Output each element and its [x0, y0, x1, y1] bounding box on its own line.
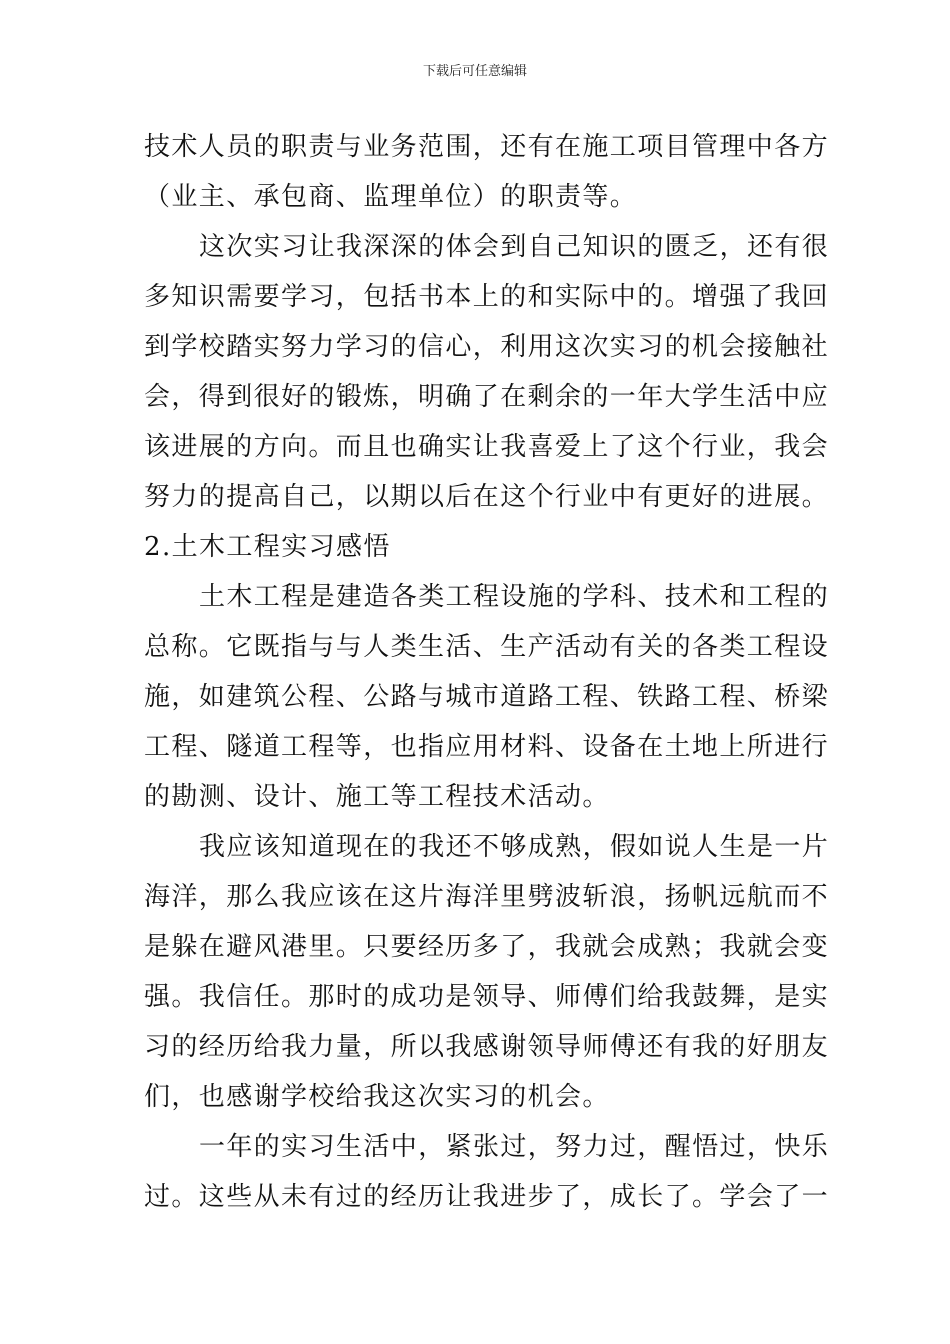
text-line: 努力的提高自己，以期以后在这个行业中有更好的进展。 — [144, 482, 830, 512]
paragraph-2 — [144, 222, 830, 522]
text-line: 的勘测、设计、施工等工程技术活动。 — [144, 782, 610, 812]
page-header-note: 下载后可任意编辑 — [422, 64, 527, 79]
text-line: 技术人员的职责与业务范围，还有在施工项目管理中各方 — [144, 132, 830, 162]
text-line: 施，如建筑公程、公路与城市道路工程、铁路工程、桥梁 — [144, 682, 830, 712]
text-line: 习的经历给我力量，所以我感谢领导师傅还有我的好朋友 — [144, 1032, 830, 1062]
text-line: 土木工程是建造各类工程设施的学科、技术和工程的 — [199, 582, 830, 612]
text-line: 工程、隧道工程等，也指应用材料、设备在土地上所进行 — [144, 732, 830, 762]
section-heading: 2.土木工程实习感悟 — [144, 532, 391, 562]
text-line: 们，也感谢学校给我这次实习的机会。 — [144, 1082, 610, 1112]
text-line: 这次实习让我深深的体会到自己知识的匮乏，还有很 — [199, 232, 830, 262]
text-line: 过。这些从未有过的经历让我进步了，成长了。学会了一 — [144, 1182, 830, 1212]
text-line: 海洋，那么我应该在这片海洋里劈波斩浪，扬帆远航而不 — [144, 882, 830, 912]
text-line: 该进展的方向。而且也确实让我喜爱上了这个行业，我会 — [144, 432, 830, 462]
paragraph-5 — [144, 1122, 830, 1222]
text-line: 会，得到很好的锻炼，明确了在剩余的一年大学生活中应 — [144, 382, 830, 412]
text-line: 多知识需要学习，包括书本上的和实际中的。增强了我回 — [144, 282, 830, 312]
text-line: 是躲在避风港里。只要经历多了，我就会成熟；我就会变 — [144, 932, 830, 962]
paragraph-1 — [144, 122, 830, 222]
text-line: 强。我信任。那时的成功是领导、师傅们给我鼓舞，是实 — [144, 982, 830, 1012]
text-line: 一年的实习生活中，紧张过，努力过，醒悟过，快乐 — [199, 1132, 830, 1162]
document-body — [144, 122, 830, 1222]
text-line: 到学校踏实努力学习的信心，利用这次实习的机会接触社 — [144, 332, 830, 362]
text-line: 我应该知道现在的我还不够成熟，假如说人生是一片 — [199, 832, 830, 862]
paragraph-4 — [144, 822, 830, 1122]
paragraph-3 — [144, 572, 830, 822]
text-line: 总称。它既指与与人类生活、生产活动有关的各类工程设 — [144, 632, 830, 662]
text-line: （业主、承包商、监理单位）的职责等。 — [144, 182, 638, 212]
